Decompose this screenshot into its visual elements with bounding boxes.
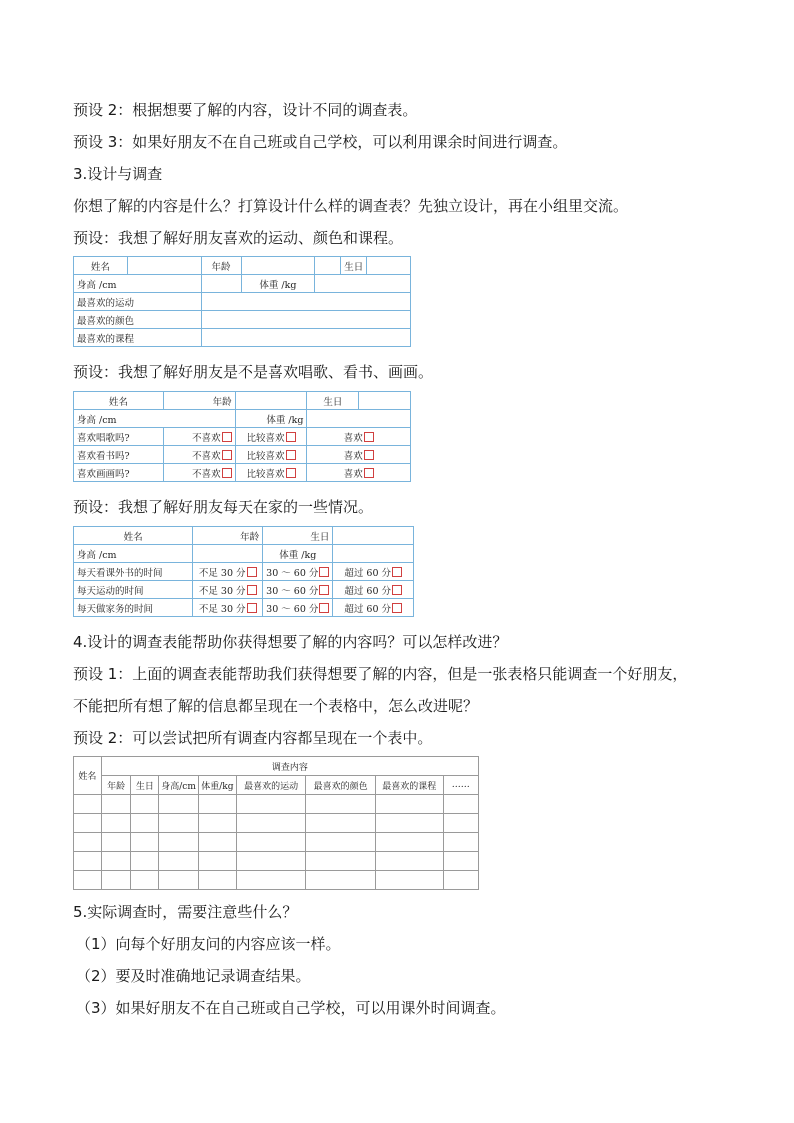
- checkbox[interactable]: [247, 567, 257, 577]
- cell-age-label: 年龄: [163, 392, 235, 410]
- header-ellipsis: ……: [443, 776, 479, 795]
- question-read: 喜欢看书吗?: [74, 446, 164, 464]
- cell-color-label: 最喜欢的颜色: [74, 311, 202, 329]
- cell-name-label: 姓名: [74, 392, 164, 410]
- option-like: 喜欢: [343, 468, 363, 480]
- cell-name-label: 姓名: [74, 257, 128, 275]
- checkbox[interactable]: [319, 567, 329, 577]
- cell-age-label: 年龄: [193, 527, 263, 545]
- text-line-14: （2）要及时准确地记录调查结果。: [76, 967, 311, 985]
- option-dislike: 不喜欢: [192, 450, 221, 462]
- question-sing: 喜欢唱歌吗?: [74, 428, 164, 446]
- cell-sport-label: 最喜欢的运动: [74, 293, 202, 311]
- option-dislike: 不喜欢: [192, 432, 221, 444]
- text-line-6: 预设：我想了解好朋友是不是喜欢唱歌、看书、画画。: [73, 363, 434, 381]
- text-line-10: 不能把所有想了解的信息都呈现在一个表格中，怎么改进呢？: [73, 697, 479, 715]
- checkbox[interactable]: [222, 450, 232, 460]
- option-30-60: 30 ～ 60 分: [266, 585, 319, 597]
- text-line-13: （1）向每个好朋友问的内容应该一样。: [76, 935, 341, 953]
- header-color: 最喜欢的颜色: [306, 776, 376, 795]
- cell-weight-label: 体重 /kg: [263, 545, 333, 563]
- table-row: [74, 852, 479, 871]
- checkbox[interactable]: [286, 432, 296, 442]
- header-survey-content: 调查内容: [101, 757, 478, 776]
- option-under-30: 不足 30 分: [198, 567, 246, 579]
- section-heading-4: 4.设计的调查表能帮助你获得想要了解的内容吗？可以怎样改进？: [73, 633, 508, 651]
- checkbox[interactable]: [392, 567, 402, 577]
- text-line-15: （3）如果好朋友不在自己班或自己学校，可以用课外时间调查。: [76, 999, 506, 1017]
- option-like: 喜欢: [343, 432, 363, 444]
- cell-age-label: 年龄: [201, 257, 241, 275]
- option-somewhat-like: 比较喜欢: [246, 432, 285, 444]
- checkbox[interactable]: [247, 585, 257, 595]
- checkbox[interactable]: [247, 603, 257, 613]
- option-over-60: 超过 60 分: [344, 585, 392, 597]
- text-line-4: 你想了解的内容是什么？打算设计什么样的调查表？先独立设计，再在小组里交流。: [73, 197, 629, 215]
- cell-height-label: 身高 /cm: [74, 275, 202, 293]
- checkbox[interactable]: [364, 450, 374, 460]
- question-draw: 喜欢画画吗?: [74, 464, 164, 482]
- checkbox[interactable]: [286, 450, 296, 460]
- checkbox[interactable]: [222, 468, 232, 478]
- cell-birthday-label: 生日: [307, 392, 359, 410]
- text-line-7: 预设：我想了解好朋友每天在家的一些情况。: [73, 498, 374, 516]
- option-30-60: 30 ～ 60 分: [266, 567, 319, 579]
- checkbox[interactable]: [364, 468, 374, 478]
- cell-height-label: 身高 /cm: [74, 410, 236, 428]
- option-under-30: 不足 30 分: [198, 603, 246, 615]
- checkbox[interactable]: [392, 603, 402, 613]
- option-dislike: 不喜欢: [192, 468, 221, 480]
- cell-name-label: 姓名: [74, 527, 193, 545]
- option-under-30: 不足 30 分: [198, 585, 246, 597]
- checkbox[interactable]: [286, 468, 296, 478]
- option-over-60: 超过 60 分: [344, 603, 392, 615]
- table-row: [74, 795, 479, 814]
- survey-table-combined: [73, 756, 479, 890]
- text-line-9: 预设 1：上面的调查表能帮助我们获得想要了解的内容，但是一张表格只能调查一个好朋友，: [73, 665, 688, 683]
- cell-course-label: 最喜欢的课程: [74, 329, 202, 347]
- survey-table-1: [73, 256, 411, 347]
- header-age: 年龄: [101, 776, 131, 795]
- header-name: 姓名: [74, 757, 102, 795]
- section-heading-3: 3.设计与调查: [73, 165, 163, 183]
- question-reading-time: 每天看课外书的时间: [74, 563, 193, 581]
- option-somewhat-like: 比较喜欢: [246, 468, 285, 480]
- text-line-2: 预设 3：如果好朋友不在自己班或自己学校，可以利用课余时间进行调查。: [73, 133, 568, 151]
- header-weight: 体重/kg: [198, 776, 236, 795]
- text-line-1: 预设 2：根据想要了解的内容，设计不同的调查表。: [73, 101, 418, 119]
- cell-birthday-label: 生日: [341, 257, 367, 275]
- checkbox[interactable]: [392, 585, 402, 595]
- text-line-11: 预设 2：可以尝试把所有调查内容都呈现在一个表中。: [73, 729, 433, 747]
- section-heading-5: 5.实际调查时，需要注意些什么？: [73, 903, 298, 921]
- table-row: [74, 833, 479, 852]
- option-like: 喜欢: [343, 450, 363, 462]
- checkbox[interactable]: [222, 432, 232, 442]
- checkbox[interactable]: [319, 603, 329, 613]
- header-course: 最喜欢的课程: [375, 776, 443, 795]
- survey-table-3: [73, 526, 414, 617]
- cell-weight-label: 体重 /kg: [241, 275, 315, 293]
- header-sport: 最喜欢的运动: [236, 776, 306, 795]
- survey-table-2: [73, 391, 411, 482]
- cell-height-label: 身高 /cm: [74, 545, 193, 563]
- cell-birthday-label: 生日: [263, 527, 333, 545]
- checkbox[interactable]: [319, 585, 329, 595]
- table-row: [74, 871, 479, 890]
- option-30-60: 30 ～ 60 分: [266, 603, 319, 615]
- option-over-60: 超过 60 分: [344, 567, 392, 579]
- text-line-5: 预设：我想了解好朋友喜欢的运动、颜色和课程。: [73, 229, 404, 247]
- checkbox[interactable]: [364, 432, 374, 442]
- question-exercise-time: 每天运动的时间: [74, 581, 193, 599]
- cell-weight-label: 体重 /kg: [235, 410, 307, 428]
- header-birthday: 生日: [131, 776, 159, 795]
- option-somewhat-like: 比较喜欢: [246, 450, 285, 462]
- header-height: 身高/cm: [159, 776, 199, 795]
- question-chores-time: 每天做家务的时间: [74, 599, 193, 617]
- table-row: [74, 814, 479, 833]
